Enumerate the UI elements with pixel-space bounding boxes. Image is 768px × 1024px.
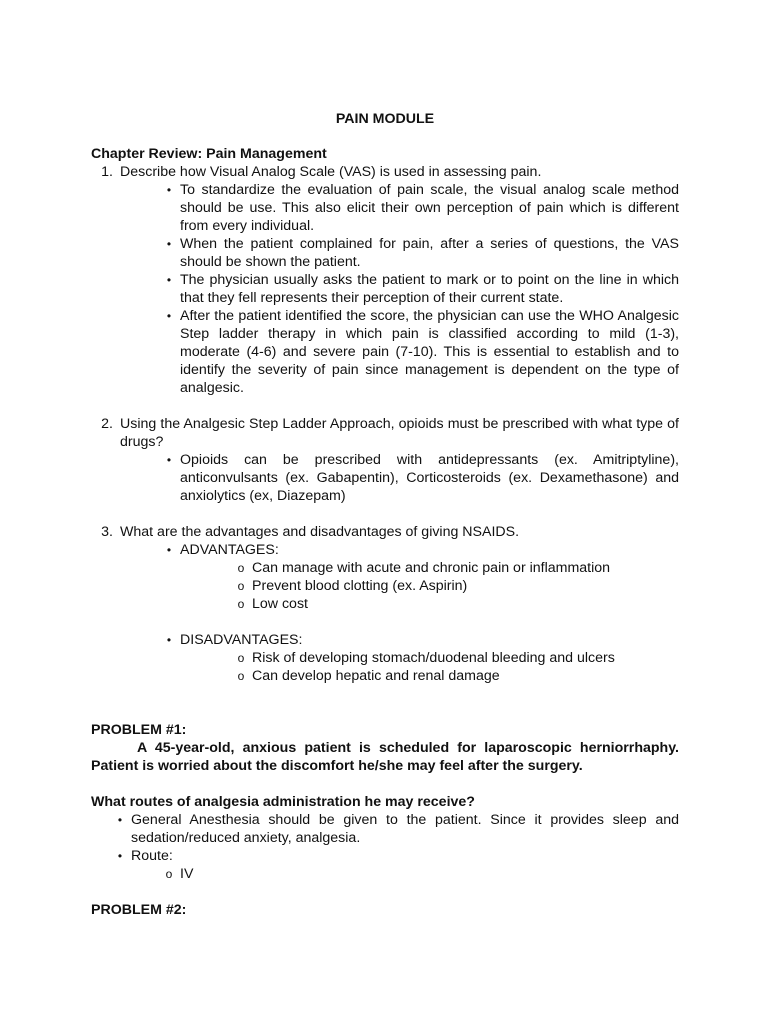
list-item: • After the patient identified the score, the physician can use the WHO Analgesic Step ladder therapy in which pain is classified according to mild (1-3), moderate (4-6) and severe pain (7-10). This is essential to establish and to identify the severity of pain since management is dependent on the type of analgesic. [158,307,679,397]
circle-bullet-icon: o [237,669,245,683]
list-item: o Low cost [230,595,679,613]
page-title: PAIN MODULE [335,111,435,127]
question-number: 2. [101,416,113,432]
bullet-icon: • [166,237,172,251]
list-item: • The physician usually asks the patient to mark or to point on the line in which that they fell represents their perception of their current state. [158,271,679,307]
problem-1-answers [109,811,679,865]
bullet-icon: • [166,273,172,287]
problem-1-heading: PROBLEM #1: [91,722,187,738]
problem-1-question: What routes of analgesia administration he may receive? [91,794,475,810]
chapter-heading: Chapter Review: Pain Management [91,146,327,162]
bullet-icon: • [117,849,123,863]
question-number: 1. [101,164,113,180]
advantages-list [158,541,679,559]
bullet-icon: • [166,183,172,197]
bullet-icon: • [166,543,172,557]
question-1-answers [158,181,679,397]
problem-2-heading: PROBLEM #2: [91,902,187,918]
bullet-icon: • [166,309,172,323]
circle-bullet-icon: o [237,597,245,611]
problem-1-scenario: A 45-year-old, anxious patient is scheduled for laparoscopic herniorrhaphy. Patient is worried about the discomfort he/she may feel after the surgery. [91,740,679,774]
list-item: o IV [158,865,679,883]
question-2 [91,415,679,451]
bullet-icon: • [166,453,172,467]
question-number: 3. [101,524,113,540]
list-item: • General Anesthesia should be given to the patient. Since it provides sleep and sedation/reduced anxiety, analgesia. [109,811,679,847]
document-page [91,110,679,919]
list-item: • Route: [109,847,679,865]
list-item: • To standardize the evaluation of pain scale, the visual analog scale method should be use. This also elicit their own perception of pain which is different from every individual. [158,181,679,235]
question-3 [91,523,679,541]
bullet-icon: • [117,813,123,827]
list-item: • Opioids can be prescribed with antidepressants (ex. Amitriptyline), anticonvulsants (ex. Gabapentin), Corticosteroids (ex. Dexamethasone) and anxiolytics (ex, Diazepam) [158,451,679,505]
circle-bullet-icon: o [237,579,245,593]
list-item: o Prevent blood clotting (ex. Aspirin) [230,577,679,595]
question-2-answers [158,451,679,505]
question-1 [91,163,679,181]
disadvantages-list [158,631,679,649]
list-item: • ADVANTAGES: [158,541,679,559]
circle-bullet-icon: o [237,561,245,575]
disadvantages-sublist [230,649,679,685]
circle-bullet-icon: o [237,651,245,665]
bullet-icon: • [166,633,172,647]
question-text: Describe how Visual Analog Scale (VAS) is used in assessing pain. [120,164,542,180]
circle-bullet-icon: o [165,867,173,881]
list-item: o Can develop hepatic and renal damage [230,667,679,685]
question-text: Using the Analgesic Step Ladder Approach, opioids must be prescribed with what type of drugs? [120,416,679,450]
list-item: • When the patient complained for pain, after a series of questions, the VAS should be shown the patient. [158,235,679,271]
question-text: What are the advantages and disadvantages of giving NSAIDS. [120,524,520,540]
list-item: o Can manage with acute and chronic pain or inflammation [230,559,679,577]
route-sublist [158,865,679,883]
list-item: • DISADVANTAGES: [158,631,679,649]
list-item: o Risk of developing stomach/duodenal bleeding and ulcers [230,649,679,667]
advantages-sublist [230,559,679,613]
